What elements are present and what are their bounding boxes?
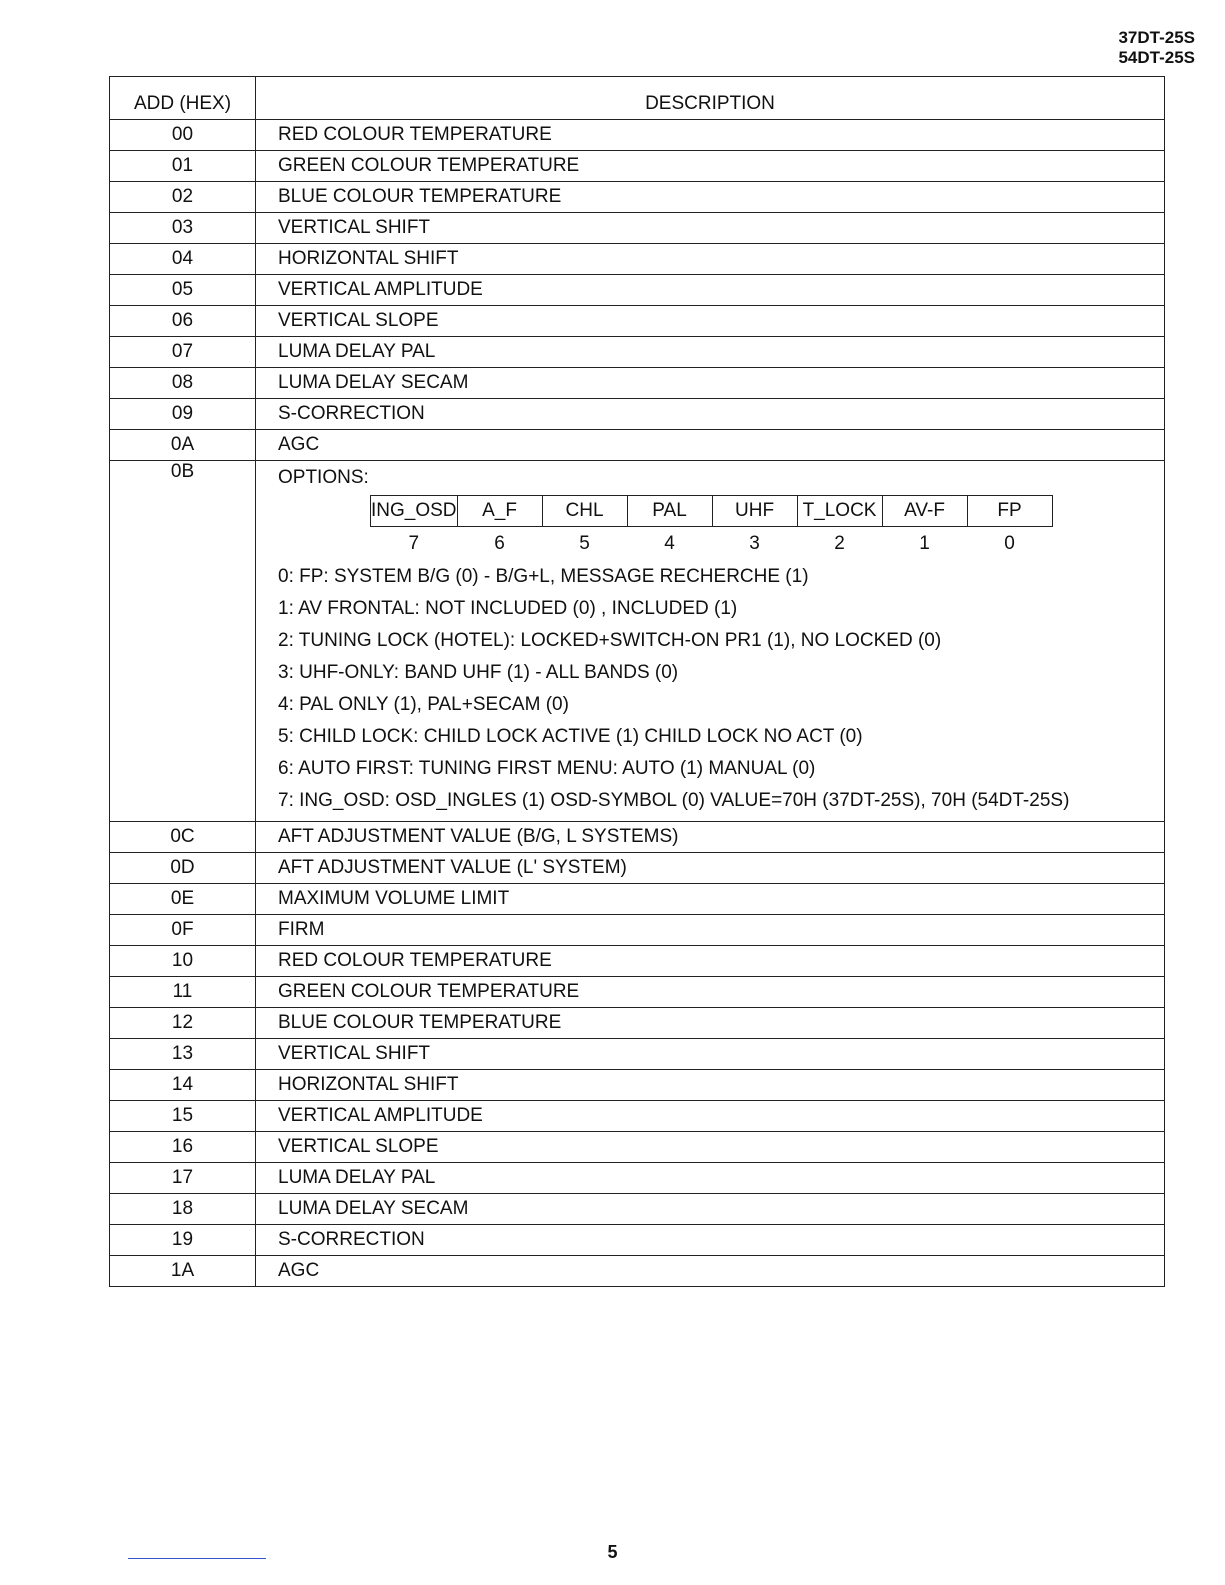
bit-number-cell: 0 <box>1004 533 1015 554</box>
description-cell: S-CORRECTION <box>256 1225 1165 1256</box>
table-row <box>110 306 1165 337</box>
bit-name-cell: ING_OSD <box>371 496 458 527</box>
address-cell: 09 <box>110 399 256 430</box>
address-cell: 0A <box>110 430 256 461</box>
address-cell: 11 <box>110 977 256 1008</box>
address-cell: 19 <box>110 1225 256 1256</box>
description-cell: GREEN COLOUR TEMPERATURE <box>256 151 1165 182</box>
address-cell: 0E <box>110 884 256 915</box>
table-row <box>110 977 1165 1008</box>
bit-number-cell: 1 <box>919 533 930 554</box>
table-row <box>110 884 1165 915</box>
description-cell: MAXIMUM VOLUME LIMIT <box>256 884 1165 915</box>
address-cell: 04 <box>110 244 256 275</box>
table-row <box>110 213 1165 244</box>
address-cell: 1A <box>110 1256 256 1287</box>
address-cell: 07 <box>110 337 256 368</box>
description-cell: BLUE COLOUR TEMPERATURE <box>256 1008 1165 1039</box>
description-cell: RED COLOUR TEMPERATURE <box>256 120 1165 151</box>
model-number-2: 54DT-25S <box>1118 48 1195 67</box>
bit-name-cell: A_F <box>457 496 542 527</box>
options-row <box>110 461 1165 822</box>
table-row <box>110 430 1165 461</box>
table-row <box>110 1039 1165 1070</box>
address-cell: 0F <box>110 915 256 946</box>
bit-number-cell: 6 <box>494 533 505 554</box>
address-cell: 10 <box>110 946 256 977</box>
bit-number-cell: 4 <box>664 533 675 554</box>
description-cell: VERTICAL SHIFT <box>256 213 1165 244</box>
bit-name-cell: FP <box>967 496 1052 527</box>
model-numbers <box>1118 28 1195 68</box>
options-description-cell <box>256 461 1165 822</box>
description-cell: AGC <box>256 430 1165 461</box>
address-cell: 14 <box>110 1070 256 1101</box>
bit-number-cell: 2 <box>834 533 845 554</box>
option-bit-description: 2: TUNING LOCK (HOTEL): LOCKED+SWITCH-ON PR1 (1), NO LOCKED (0) <box>278 630 942 651</box>
description-cell: AGC <box>256 1256 1165 1287</box>
address-cell: 08 <box>110 368 256 399</box>
table-row <box>110 853 1165 884</box>
description-cell: VERTICAL AMPLITUDE <box>256 275 1165 306</box>
description-cell: AFT ADJUSTMENT VALUE (L' SYSTEM) <box>256 853 1165 884</box>
table-row <box>110 946 1165 977</box>
bit-name-cell: UHF <box>712 496 797 527</box>
table-row <box>110 151 1165 182</box>
description-cell: LUMA DELAY PAL <box>256 337 1165 368</box>
description-cell: RED COLOUR TEMPERATURE <box>256 946 1165 977</box>
bit-number-cell: 5 <box>579 533 590 554</box>
option-bit-description: 4: PAL ONLY (1), PAL+SECAM (0) <box>278 694 569 715</box>
description-cell: VERTICAL SHIFT <box>256 1039 1165 1070</box>
register-table <box>109 76 1165 1287</box>
table-row <box>110 399 1165 430</box>
table-header-row <box>110 77 1165 120</box>
description-cell: S-CORRECTION <box>256 399 1165 430</box>
table-row <box>110 1070 1165 1101</box>
address-cell: 17 <box>110 1163 256 1194</box>
address-cell: 13 <box>110 1039 256 1070</box>
options-title: OPTIONS: <box>278 467 369 488</box>
description-cell: HORIZONTAL SHIFT <box>256 244 1165 275</box>
option-bit-description: 0: FP: SYSTEM B/G (0) - B/G+L, MESSAGE RECHERCHE (1) <box>278 566 809 587</box>
address-cell: 03 <box>110 213 256 244</box>
address-cell: 15 <box>110 1101 256 1132</box>
option-bit-description: 3: UHF-ONLY: BAND UHF (1) - ALL BANDS (0) <box>278 662 679 683</box>
address-cell: 0B <box>110 461 256 822</box>
address-cell: 06 <box>110 306 256 337</box>
table-row <box>110 1194 1165 1225</box>
bit-numbers-row <box>371 527 1053 562</box>
address-cell: 12 <box>110 1008 256 1039</box>
table-row <box>110 275 1165 306</box>
table-row <box>110 244 1165 275</box>
description-cell: BLUE COLOUR TEMPERATURE <box>256 182 1165 213</box>
table-row <box>110 915 1165 946</box>
address-cell: 0D <box>110 853 256 884</box>
bit-name-cell: PAL <box>627 496 712 527</box>
description-cell: GREEN COLOUR TEMPERATURE <box>256 977 1165 1008</box>
description-cell: FIRM <box>256 915 1165 946</box>
table-row <box>110 1132 1165 1163</box>
address-cell: 16 <box>110 1132 256 1163</box>
table-row <box>110 1008 1165 1039</box>
table-row <box>110 368 1165 399</box>
option-bit-description: 1: AV FRONTAL: NOT INCLUDED (0) , INCLUDED (1) <box>278 598 738 619</box>
description-cell: VERTICAL SLOPE <box>256 1132 1165 1163</box>
column-header-description: DESCRIPTION <box>256 77 1165 120</box>
option-bit-description: 7: ING_OSD: OSD_INGLES (1) OSD-SYMBOL (0) VALUE=70H (37DT-25S), 70H (54DT-25S) <box>278 790 1070 811</box>
address-cell: 01 <box>110 151 256 182</box>
address-cell: 0C <box>110 822 256 853</box>
bit-name-cell: AV-F <box>882 496 967 527</box>
description-cell: LUMA DELAY SECAM <box>256 368 1165 399</box>
address-cell: 18 <box>110 1194 256 1225</box>
description-cell: VERTICAL AMPLITUDE <box>256 1101 1165 1132</box>
table-row <box>110 822 1165 853</box>
bit-number-cell: 3 <box>749 533 760 554</box>
option-bit-description: 6: AUTO FIRST: TUNING FIRST MENU: AUTO (1) MANUAL (0) <box>278 758 816 779</box>
address-cell: 05 <box>110 275 256 306</box>
page-number: 5 <box>607 1542 618 1562</box>
column-header-address: ADD (HEX) <box>110 77 256 120</box>
option-bit-description: 5: CHILD LOCK: CHILD LOCK ACTIVE (1) CHILD LOCK NO ACT (0) <box>278 726 863 747</box>
table-row <box>110 1256 1165 1287</box>
bit-name-cell: CHL <box>542 496 627 527</box>
table-body <box>110 120 1165 1287</box>
address-cell: 00 <box>110 120 256 151</box>
table-row <box>110 337 1165 368</box>
bit-name-cell: T_LOCK <box>797 496 882 527</box>
description-cell: LUMA DELAY PAL <box>256 1163 1165 1194</box>
model-number-1: 37DT-25S <box>1118 28 1195 47</box>
bit-names-row <box>371 496 1053 527</box>
table-row <box>110 1101 1165 1132</box>
bit-number-cell: 7 <box>408 533 420 554</box>
description-cell: VERTICAL SLOPE <box>256 306 1165 337</box>
option-bits-table <box>370 495 1053 561</box>
description-cell: AFT ADJUSTMENT VALUE (B/G, L SYSTEMS) <box>256 822 1165 853</box>
table-row <box>110 1225 1165 1256</box>
footer-rule <box>128 1558 266 1559</box>
table-row <box>110 120 1165 151</box>
table-row <box>110 1163 1165 1194</box>
table-row <box>110 182 1165 213</box>
description-cell: LUMA DELAY SECAM <box>256 1194 1165 1225</box>
description-cell: HORIZONTAL SHIFT <box>256 1070 1165 1101</box>
address-cell: 02 <box>110 182 256 213</box>
